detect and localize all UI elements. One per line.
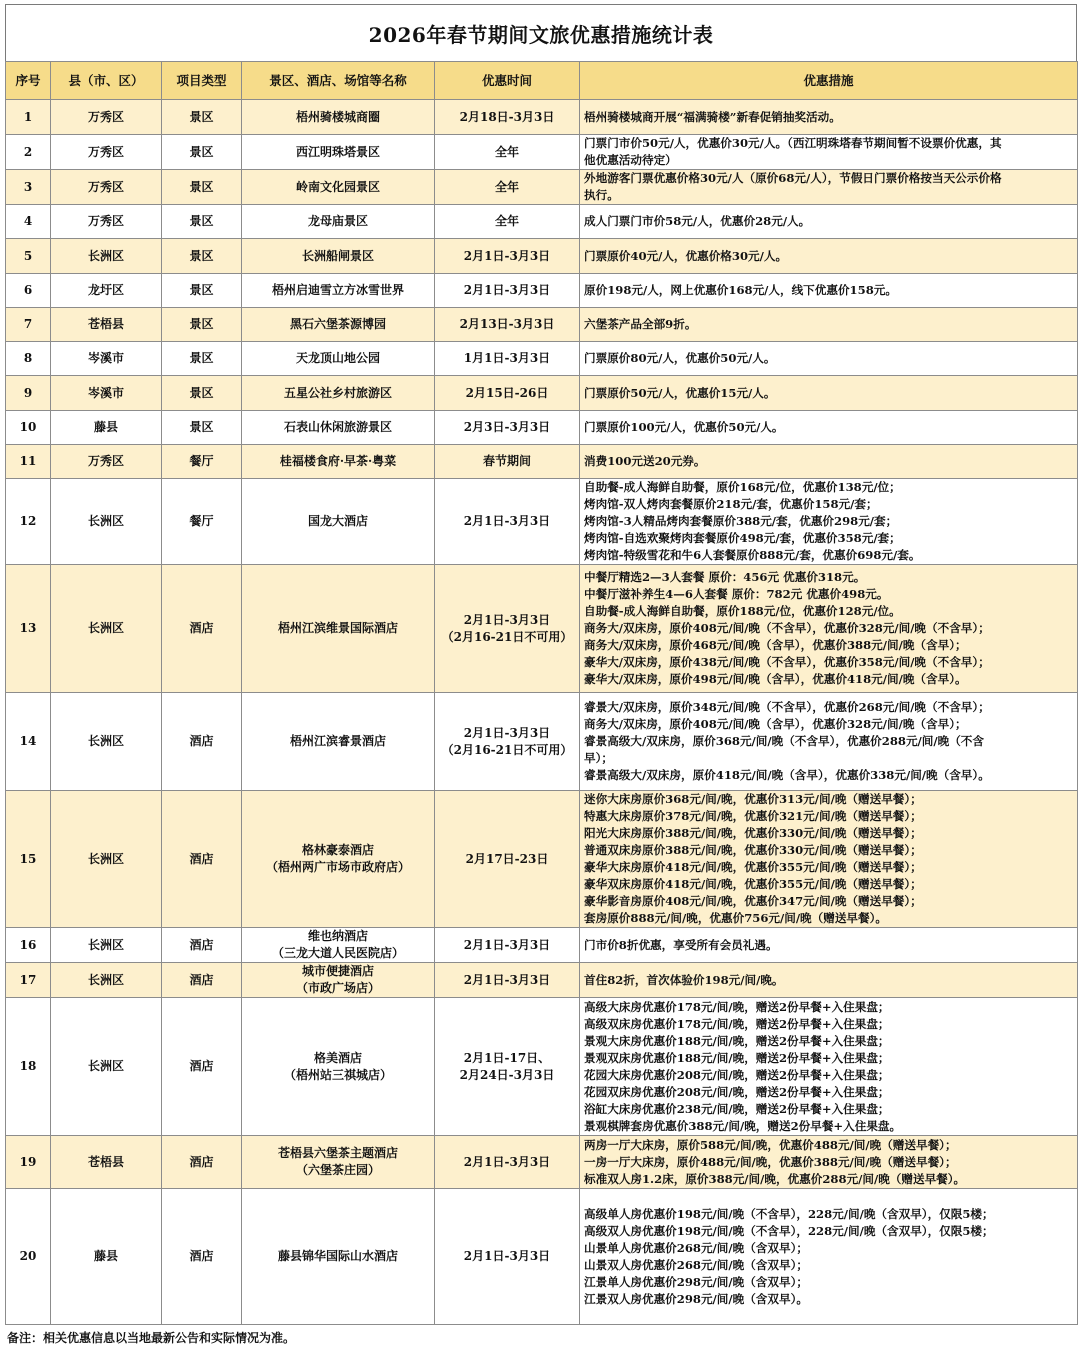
cell-measures-line: 自助餐-成人海鲜自助餐，原价188元/位，优惠价128元/位。 (584, 604, 901, 618)
cell-name-line: （梧州两广市场市政府店） (265, 860, 410, 874)
cell-name (242, 1189, 435, 1325)
cell-no: 3 (6, 170, 51, 205)
cell-measures-line: 门票门市价50元/人，优惠价30元/人。（西江明珠塔春节期间暂不设票价优惠，其 (584, 136, 1002, 150)
cell-name (242, 342, 435, 376)
cell-measures (580, 791, 1078, 928)
table-row (6, 565, 1078, 693)
cell-measures-line: 景观棋牌套房优惠价388元/间/晚，赠送2份早餐+入住果盘。 (584, 1118, 902, 1133)
cell-no: 5 (6, 239, 51, 274)
cell-county: 长洲区 (51, 239, 162, 274)
cell-name-line: 黑石六堡茶源博园 (289, 317, 386, 331)
cell-time-line: 2月24日-3月3日 (459, 1067, 555, 1082)
table-row (6, 1136, 1078, 1189)
cell-time-line: 2月3日-3月3日 (463, 420, 551, 434)
table-row (6, 100, 1078, 135)
cell-measures-line: 景观大床房优惠价188元/间/晚，赠送2份早餐+入住果盘； (584, 1033, 890, 1048)
cell-measures (580, 411, 1078, 445)
cell-name-line: 藤县锦华国际山水酒店 (277, 1249, 398, 1263)
cell-time (435, 239, 580, 274)
table-row (6, 274, 1078, 308)
cell-measures-line: 豪华影音房原价408元/间/晚，优惠价347元/间/晚（赠送早餐）； (584, 894, 922, 908)
cell-measures (580, 239, 1078, 274)
cell-time-line: 2月1日-3月3日 (463, 248, 551, 263)
cell-measures-line: 高级双床房优惠价178元/间/晚，赠送2份早餐+入住果盘； (584, 1016, 890, 1031)
cell-type: 景区 (162, 239, 242, 274)
cell-name-line: （三龙大道人民医院店） (271, 946, 404, 960)
cell-name (242, 1136, 435, 1189)
cell-time (435, 479, 580, 565)
cell-no: 9 (6, 376, 51, 411)
cell-time (435, 791, 580, 928)
cell-measures-line: 门票原价40元/人，优惠价格30元/人。 (584, 248, 788, 263)
cell-no: 20 (6, 1189, 51, 1325)
cell-measures-line: 高级大床房优惠价178元/间/晚，赠送2份早餐+入住果盘； (584, 999, 890, 1014)
table-row (6, 411, 1078, 445)
cell-no: 1 (6, 100, 51, 135)
header-county: 县（市、区） (51, 62, 162, 100)
cell-county: 万秀区 (51, 135, 162, 170)
table-row (6, 342, 1078, 376)
cell-measures-line: 门票原价80元/人，优惠价50元/人。 (584, 351, 776, 365)
cell-time (435, 998, 580, 1136)
cell-measures-line: 标准双人房1.2床，原价388元/间/晚，优惠价288元/间/晚（赠送早餐）。 (584, 1171, 966, 1186)
cell-time-line: （2月16-21日不可用） (441, 629, 573, 644)
cell-time-line: 全年 (494, 144, 519, 159)
cell-time (435, 170, 580, 205)
document (5, 4, 1077, 1346)
cell-time-line: 2月17日-23日 (465, 851, 549, 866)
cell-name (242, 565, 435, 693)
cell-type: 景区 (162, 170, 242, 205)
cell-county: 万秀区 (51, 100, 162, 135)
cell-measures-line: 原价198元/人，网上优惠价168元/人，线下优惠价158元。 (584, 283, 897, 297)
cell-measures-line: 阳光大床房原价388元/间/晚，优惠价330元/间/晚（赠送早餐）； (584, 826, 922, 840)
cell-measures-line: 梧州骑楼城商开展“福满骑楼”新春促销抽奖活动。 (584, 109, 841, 124)
cell-name-line: （六堡茶庄园） (295, 1163, 380, 1177)
cell-no: 18 (6, 998, 51, 1136)
cell-time (435, 445, 580, 479)
cell-type: 餐厅 (162, 445, 242, 479)
cell-type: 酒店 (162, 791, 242, 928)
cell-time-line: 春节期间 (482, 454, 531, 468)
cell-type: 景区 (162, 342, 242, 376)
cell-measures-line: 花园大床房优惠价208元/间/晚，赠送2份早餐+入住果盘； (584, 1067, 890, 1082)
cell-county: 长洲区 (51, 693, 162, 791)
cell-measures (580, 170, 1078, 205)
cell-name-line: 城市便捷酒店 (301, 964, 374, 978)
header-name: 景区、酒店、场馆等名称 (242, 62, 435, 100)
header-row (6, 62, 1078, 100)
cell-type: 餐厅 (162, 479, 242, 565)
cell-name-line: 格林豪泰酒店 (301, 843, 374, 857)
cell-measures (580, 1136, 1078, 1189)
cell-measures-line: 江景双人房优惠价298元/间/晚（含双早）。 (584, 1291, 808, 1306)
cell-name-line: 龙母庙景区 (307, 214, 368, 228)
cell-name (242, 928, 435, 963)
cell-name-line: 五星公社乡村旅游区 (283, 385, 392, 400)
cell-time-line: 全年 (494, 214, 519, 228)
cell-name-line: 维也纳酒店 (307, 929, 368, 943)
cell-measures-line: 烤肉馆-3人精品烤肉套餐原价388元/套，优惠价298元/套； (584, 514, 898, 528)
cell-time (435, 963, 580, 998)
cell-measures-line: 商务大/双床房，原价468元/间/晚（含早），优惠价388元/间/晚（含早）； (584, 638, 967, 652)
cell-measures-line: 两房一厅大床房，原价588元/间/晚，优惠价488元/间/晚（赠送早餐）； (584, 1137, 957, 1152)
cell-time-line: 2月1日-3月3日 (463, 1154, 551, 1169)
cell-time (435, 1189, 580, 1325)
table-row (6, 1189, 1078, 1325)
cell-county: 长洲区 (51, 479, 162, 565)
cell-measures-line: 门票原价100元/人，优惠价50元/人。 (584, 420, 784, 434)
cell-measures-line: 早）； (584, 751, 613, 765)
cell-name-line: 石表山休闲旅游景区 (283, 420, 392, 434)
cell-name-line: 梧州江滨维景国际酒店 (277, 621, 398, 635)
cell-county: 苍梧县 (51, 1136, 162, 1189)
table-row (6, 791, 1078, 928)
cell-time-line: 2月1日-3月3日 (463, 514, 551, 528)
cell-county: 长洲区 (51, 791, 162, 928)
cell-type: 酒店 (162, 928, 242, 963)
cell-name (242, 998, 435, 1136)
cell-county: 长洲区 (51, 565, 162, 693)
cell-measures-line: 豪华大床房原价418元/间/晚，优惠价355元/间/晚（赠送早餐）； (584, 860, 922, 874)
cell-county: 长洲区 (51, 998, 162, 1136)
cell-no: 17 (6, 963, 51, 998)
cell-measures-line: 执行。 (584, 188, 619, 202)
cell-type: 景区 (162, 274, 242, 308)
cell-type: 酒店 (162, 1189, 242, 1325)
cell-measures-line: 睿景高级大/双床房，原价418元/间/晚（含早），优惠价338元/间/晚（含早）。 (584, 768, 990, 782)
cell-name (242, 479, 435, 565)
table-row (6, 239, 1078, 274)
cell-time-line: 2月1日-17日、 (463, 1050, 551, 1065)
cell-measures (580, 565, 1078, 693)
cell-measures-line: 豪华大/双床房，原价498元/间/晚（含早），优惠价418元/间/晚（含早）。 (584, 672, 967, 686)
table-row (6, 308, 1078, 342)
cell-name-line: （梧州站三祺城店） (283, 1067, 392, 1082)
cell-measures-line: 门市价8折优惠，享受所有会员礼遇。 (584, 937, 778, 952)
cell-measures-line: 烤肉馆-特级雪花和牛6人套餐原价888元/套，优惠价698元/套。 (584, 548, 921, 562)
table-row (6, 693, 1078, 791)
cell-measures-line: 首住82折，首次体验价198元/间/晚。 (584, 972, 784, 987)
cell-type: 景区 (162, 376, 242, 411)
header-type: 项目类型 (162, 62, 242, 100)
cell-measures-line: 山景双人房优惠价268元/间/晚（含双早）； (584, 1257, 808, 1272)
cell-measures-line: 中餐厅精选2—3人套餐 原价：456元 优惠价318元。 (584, 570, 866, 584)
cell-measures-line: 迷你大床房原价368元/间/晚，优惠价313元/间/晚（赠送早餐）； (584, 792, 922, 806)
cell-name (242, 239, 435, 274)
table-row (6, 170, 1078, 205)
cell-no: 12 (6, 479, 51, 565)
cell-no: 7 (6, 308, 51, 342)
cell-type: 酒店 (162, 963, 242, 998)
cell-time (435, 135, 580, 170)
cell-measures-line: 景观双床房优惠价188元/间/晚，赠送2份早餐+入住果盘； (584, 1050, 890, 1065)
cell-time (435, 274, 580, 308)
table-row (6, 928, 1078, 963)
cell-measures-line: 山景单人房优惠价268元/间/晚（含双早）； (584, 1240, 808, 1255)
cell-measures (580, 479, 1078, 565)
cell-no: 13 (6, 565, 51, 693)
cell-measures (580, 376, 1078, 411)
cell-measures (580, 445, 1078, 479)
cell-name-line: 梧州启迪雪立方冰雪世界 (271, 283, 404, 297)
cell-county: 藤县 (51, 411, 162, 445)
cell-time-line: 2月1日-3月3日 (463, 283, 551, 297)
cell-type: 景区 (162, 100, 242, 135)
cell-time-line: 2月1日-3月3日 (463, 725, 551, 740)
cell-measures-line: 烤肉馆-自选欢聚烤肉套餐原价498元/套，优惠价358元/套； (584, 531, 901, 545)
cell-name-line: 梧州骑楼城商圈 (295, 109, 380, 124)
table-row (6, 479, 1078, 565)
cell-time (435, 1136, 580, 1189)
table-row (6, 135, 1078, 170)
cell-name (242, 963, 435, 998)
cell-measures (580, 308, 1078, 342)
cell-measures-line: 江景单人房优惠价298元/间/晚（含双早）； (584, 1274, 808, 1289)
cell-measures-line: 门票原价50元/人，优惠价15元/人。 (584, 385, 776, 400)
cell-measures-line: 高级单人房优惠价198元/间/晚（不含早），228元/间/晚（含双早），仅限5楼； (584, 1206, 994, 1221)
cell-measures-line: 特惠大床房原价378元/间/晚，优惠价321元/间/晚（赠送早餐）； (584, 809, 922, 823)
cell-no: 19 (6, 1136, 51, 1189)
cell-no: 15 (6, 791, 51, 928)
cell-measures-line: 一房一厅大床房，原价488元/间/晚，优惠价388元/间/晚（赠送早餐）； (584, 1154, 957, 1169)
cell-measures-line: 商务大/双床房，原价408元/间/晚（含早），优惠价328元/间/晚（含早）； (584, 717, 967, 731)
cell-measures-line: 他优惠活动待定） (584, 153, 677, 167)
cell-name-line: 苍梧县六堡茶主题酒店 (277, 1146, 398, 1160)
cell-measures-line: 消费100元送20元券。 (584, 454, 706, 468)
cell-name (242, 205, 435, 239)
cell-name-line: （市政广场店） (295, 981, 380, 995)
cell-type: 景区 (162, 308, 242, 342)
cell-time (435, 205, 580, 239)
cell-measures-line: 中餐厅滋补养生4—6人套餐 原价：782元 优惠价498元。 (584, 587, 889, 601)
cell-time-line: 2月15日-26日 (465, 385, 549, 400)
cell-name (242, 693, 435, 791)
cell-measures (580, 928, 1078, 963)
table-row (6, 376, 1078, 411)
cell-time (435, 928, 580, 963)
cell-name (242, 170, 435, 205)
cell-measures-line: 商务大/双床房，原价408元/间/晚（不含早），优惠价328元/间/晚（不含早）； (584, 621, 990, 635)
cell-type: 景区 (162, 205, 242, 239)
cell-no: 8 (6, 342, 51, 376)
cell-time (435, 693, 580, 791)
cell-county: 岑溪市 (51, 376, 162, 411)
table-row (6, 445, 1078, 479)
cell-measures-line: 自助餐-成人海鲜自助餐，原价168元/位，优惠价138元/位； (584, 480, 901, 494)
cell-name (242, 445, 435, 479)
cell-measures-line: 豪华双床房原价418元/间/晚，优惠价355元/间/晚（赠送早餐）； (584, 877, 922, 891)
header-measures: 优惠措施 (580, 62, 1078, 100)
cell-time-line: 2月1日-3月3日 (463, 1249, 551, 1263)
cell-time-line: 1月1日-3月3日 (463, 351, 551, 365)
cell-measures-line: 睿景大/双床房，原价348元/间/晚（不含早），优惠价268元/间/晚（不含早）； (584, 700, 990, 714)
cell-name-line: 国龙大酒店 (307, 514, 368, 528)
cell-time-line: 全年 (494, 179, 519, 194)
table-row (6, 205, 1078, 239)
cell-type: 酒店 (162, 1136, 242, 1189)
cell-time-line: 2月18日-3月3日 (459, 109, 555, 124)
cell-measures-line: 成人门票门市价58元/人，优惠价28元/人。 (584, 214, 811, 228)
cell-time (435, 376, 580, 411)
cell-measures (580, 998, 1078, 1136)
cell-county: 万秀区 (51, 170, 162, 205)
cell-measures (580, 205, 1078, 239)
cell-name-line: 天龙顶山地公园 (295, 351, 380, 365)
cell-name-line: 桂福楼食府·早茶·粤菜 (279, 454, 397, 468)
cell-time (435, 100, 580, 135)
cell-type: 酒店 (162, 693, 242, 791)
cell-county: 长洲区 (51, 963, 162, 998)
cell-no: 10 (6, 411, 51, 445)
cell-measures-line: 睿景高级大/双床房，原价368元/间/晚（不含早），优惠价288元/间/晚（不含 (584, 734, 984, 748)
cell-no: 11 (6, 445, 51, 479)
header-no: 序号 (6, 62, 51, 100)
cell-type: 景区 (162, 135, 242, 170)
table-row (6, 963, 1078, 998)
cell-measures (580, 1189, 1078, 1325)
cell-measures-line: 普通双床房原价388元/间/晚，优惠价330元/间/晚（赠送早餐）； (584, 843, 922, 857)
cell-county: 万秀区 (51, 445, 162, 479)
cell-time-line: 2月1日-3月3日 (463, 612, 551, 627)
cell-county: 龙圩区 (51, 274, 162, 308)
cell-measures (580, 274, 1078, 308)
cell-name (242, 274, 435, 308)
cell-name (242, 376, 435, 411)
cell-time (435, 565, 580, 693)
cell-name-line: 西江明珠塔景区 (295, 144, 380, 159)
cell-measures-line: 套房原价888元/间/晚，优惠价756元/间/晚（赠送早餐）。 (584, 911, 888, 925)
cell-time (435, 342, 580, 376)
cell-county: 万秀区 (51, 205, 162, 239)
cell-time (435, 308, 580, 342)
cell-name-line: 岭南文化园景区 (295, 179, 380, 194)
header-time: 优惠时间 (435, 62, 580, 100)
cell-time (435, 411, 580, 445)
cell-measures-line: 烤肉馆-双人烤肉套餐原价218元/套，优惠价158元/套； (584, 497, 878, 511)
cell-no: 16 (6, 928, 51, 963)
cell-no: 14 (6, 693, 51, 791)
cell-name-line: 长洲船闸景区 (301, 248, 374, 263)
cell-county: 岑溪市 (51, 342, 162, 376)
cell-time-line: 2月1日-3月3日 (463, 937, 551, 952)
cell-county: 苍梧县 (51, 308, 162, 342)
table-title: 2026年春节期间文旅优惠措施统计表 (5, 4, 1077, 61)
cell-measures-line: 浴缸大床房优惠价238元/间/晚，赠送2份早餐+入住果盘； (584, 1101, 890, 1116)
cell-measures (580, 693, 1078, 791)
cell-type: 酒店 (162, 565, 242, 693)
cell-name (242, 100, 435, 135)
cell-no: 6 (6, 274, 51, 308)
cell-name (242, 411, 435, 445)
cell-time-line: （2月16-21日不可用） (441, 742, 573, 757)
cell-type: 景区 (162, 411, 242, 445)
cell-time-line: 2月1日-3月3日 (463, 972, 551, 987)
cell-name-line: 格美酒店 (313, 1050, 362, 1065)
cell-measures-line: 六堡茶产品全部9折。 (584, 317, 697, 331)
cell-time-line: 2月13日-3月3日 (459, 317, 555, 331)
table-row (6, 998, 1078, 1136)
cell-measures (580, 135, 1078, 170)
cell-measures (580, 342, 1078, 376)
cell-name (242, 308, 435, 342)
cell-name-line: 梧州江滨睿景酒店 (289, 734, 386, 748)
cell-measures-line: 豪华大/双床房，原价438元/间/晚（不含早），优惠价358元/间/晚（不含早）； (584, 655, 990, 669)
cell-county: 长洲区 (51, 928, 162, 963)
cell-name (242, 791, 435, 928)
cell-measures-line: 高级双人房优惠价198元/间/晚（不含早），228元/间/晚（含双早），仅限5楼； (584, 1223, 994, 1238)
cell-no: 2 (6, 135, 51, 170)
discount-table (5, 61, 1078, 1325)
cell-name (242, 135, 435, 170)
cell-no: 4 (6, 205, 51, 239)
cell-measures-line: 花园双床房优惠价208元/间/晚，赠送2份早餐+入住果盘； (584, 1084, 890, 1099)
cell-county: 藤县 (51, 1189, 162, 1325)
footnote: 备注：相关优惠信息以当地最新公告和实际情况为准。 (7, 1331, 296, 1345)
cell-type: 酒店 (162, 998, 242, 1136)
cell-measures (580, 963, 1078, 998)
cell-measures (580, 100, 1078, 135)
cell-measures-line: 外地游客门票优惠价格30元/人（原价68元/人），节假日门票价格按当天公示价格 (584, 171, 1002, 185)
